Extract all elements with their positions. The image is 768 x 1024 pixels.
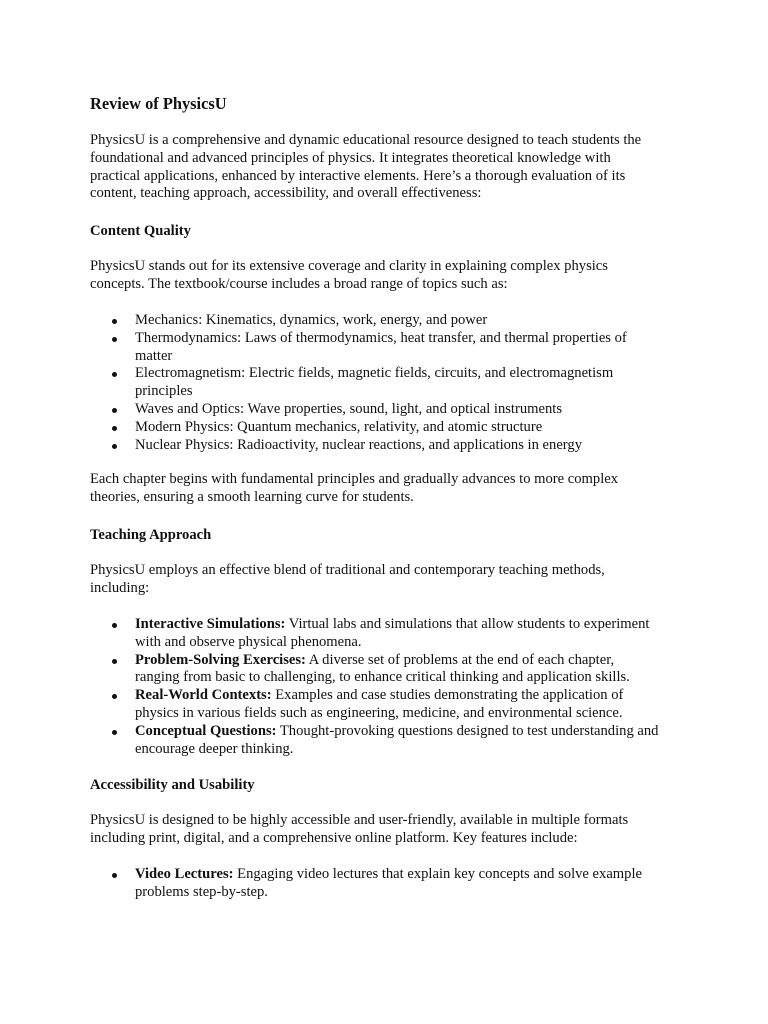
teaching-approach-heading: Teaching Approach bbox=[90, 527, 212, 543]
list-item-first-line bbox=[135, 652, 690, 670]
list-item bbox=[90, 687, 690, 723]
list-item bbox=[90, 866, 690, 902]
accessibility-intro bbox=[90, 812, 690, 848]
list-item-text: encourage deeper thinking. bbox=[135, 740, 294, 757]
list-item-text: Thermodynamics: Laws of thermodynamics, heat transfer, and thermal properties of bbox=[135, 329, 627, 346]
bullet-icon bbox=[112, 659, 117, 664]
list-item-term: Conceptual Questions: bbox=[135, 722, 277, 739]
list-item-term: Video Lectures: bbox=[135, 866, 234, 882]
list-item-text: Thought-provoking questions designed to test understanding and bbox=[276, 722, 659, 739]
list-item-text: matter bbox=[135, 347, 173, 364]
paragraph-line: including: bbox=[90, 579, 150, 596]
list-item-text: Mechanics: Kinematics, dynamics, work, energy, and power bbox=[135, 312, 488, 328]
list-item-term: Interactive Simulations: bbox=[135, 616, 286, 632]
paragraph-line: PhysicsU stands out for its extensive coverage and clarity in explaining complex physics bbox=[90, 258, 608, 274]
list-item bbox=[90, 330, 690, 366]
list-item-text: Virtual labs and simulations that allow students to experiment bbox=[285, 616, 650, 632]
bullet-icon bbox=[112, 730, 117, 735]
bullet-icon bbox=[112, 623, 117, 628]
paragraph-line: PhysicsU employs an effective blend of traditional and contemporary teaching methods, bbox=[90, 562, 605, 578]
methods-list bbox=[90, 616, 690, 758]
list-item-text: principles bbox=[135, 383, 193, 400]
list-item-first-line bbox=[135, 616, 690, 634]
list-item-first-line bbox=[135, 687, 690, 705]
bullet-icon bbox=[112, 337, 117, 342]
list-item-text: Modern Physics: Quantum mechanics, relativity, and atomic structure bbox=[135, 418, 543, 435]
list-item-text: Waves and Optics: Wave properties, sound, light, and optical instruments bbox=[135, 400, 563, 417]
bullet-icon bbox=[112, 873, 117, 878]
bullet-icon bbox=[112, 426, 117, 431]
list-item-first-line bbox=[135, 723, 690, 741]
list-item bbox=[90, 652, 690, 688]
bullet-icon bbox=[112, 444, 117, 449]
bullet-icon bbox=[112, 319, 117, 324]
bullet-icon bbox=[112, 694, 117, 699]
list-item-text: ranging from basic to challenging, to enhance critical thinking and application skills. bbox=[135, 669, 630, 686]
list-item-first-line bbox=[135, 866, 690, 884]
content-quality-heading: Content Quality bbox=[90, 223, 191, 239]
intro-line: practical applications, enhanced by interactive elements. Here’s a thorough evaluation of its bbox=[90, 167, 626, 184]
accessibility-heading: Accessibility and Usability bbox=[90, 777, 255, 793]
list-item-text: Engaging video lectures that explain key concepts and solve example bbox=[233, 866, 642, 882]
list-item-term: Real-World Contexts: bbox=[135, 687, 272, 704]
list-item-text: Electromagnetism: Electric fields, magnetic fields, circuits, and electromagnetism bbox=[135, 365, 614, 382]
list-item bbox=[90, 365, 690, 401]
paragraph-line: Each chapter begins with fundamental principles and gradually advances to more complex bbox=[90, 471, 619, 487]
list-item bbox=[90, 401, 690, 419]
list-item-text: Nuclear Physics: Radioactivity, nuclear reactions, and applications in energy bbox=[135, 436, 582, 453]
paragraph-line: concepts. The textbook/course includes a broad range of topics such as: bbox=[90, 275, 508, 292]
list-item bbox=[90, 616, 690, 652]
teaching-approach-intro bbox=[90, 562, 690, 598]
intro-paragraph bbox=[90, 132, 690, 203]
paragraph-line: PhysicsU is designed to be highly accessible and user-friendly, available in multiple formats bbox=[90, 812, 629, 828]
list-item bbox=[90, 312, 690, 330]
list-item bbox=[90, 723, 690, 759]
list-item-text: Examples and case studies demonstrating the application of bbox=[271, 687, 624, 704]
list-item-text: A diverse set of problems at the end of each chapter, bbox=[305, 651, 615, 668]
paragraph-line: including print, digital, and a comprehensive online platform. Key features include: bbox=[90, 829, 578, 846]
paragraph-line: theories, ensuring a smooth learning curve for students. bbox=[90, 488, 414, 505]
intro-line: PhysicsU is a comprehensive and dynamic educational resource designed to teach students the bbox=[90, 132, 642, 148]
list-item bbox=[90, 437, 690, 455]
list-item-text: problems step-by-step. bbox=[135, 883, 268, 900]
bullet-icon bbox=[112, 408, 117, 413]
list-item-text: with and observe physical phenomena. bbox=[135, 633, 362, 650]
content-quality-intro bbox=[90, 258, 690, 294]
topics-list bbox=[90, 312, 690, 454]
list-item-term: Problem-Solving Exercises: bbox=[135, 651, 306, 668]
intro-line: foundational and advanced principles of physics. It integrates theoretical knowledge with bbox=[90, 149, 611, 166]
intro-line: content, teaching approach, accessibility, and overall effectiveness: bbox=[90, 185, 482, 202]
bullet-icon bbox=[112, 372, 117, 377]
content-quality-closing bbox=[90, 471, 690, 507]
list-item bbox=[90, 419, 690, 437]
list-item-text: physics in various fields such as engineering, medicine, and environmental science. bbox=[135, 704, 623, 721]
features-list bbox=[90, 866, 690, 902]
document-title: Review of PhysicsU bbox=[90, 94, 227, 113]
